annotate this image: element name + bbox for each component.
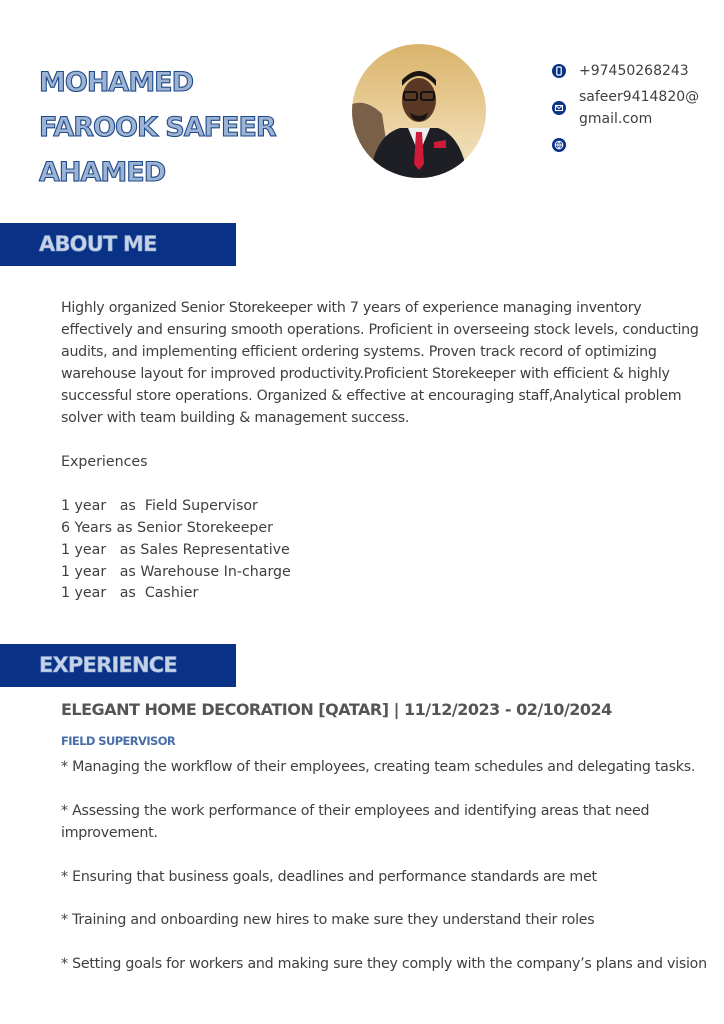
contact-website <box>552 134 722 152</box>
contact-email <box>552 86 722 130</box>
email-line-1: safeer9414820@ <box>579 89 700 105</box>
experience-summary-item: 6 Years as Senior Storekeeper <box>61 519 273 536</box>
experiences-label: Experiences <box>61 454 148 470</box>
about-paragraph: Highly organized Senior Storekeeper with 7 years of experience managing inventory effectively and ensuring smooth operations. Proficient in overseeing stock levels, conducting audits, and implementing efficient ordering systems. Proven track record of optimizing warehouse layout for improved productivity.Proficient Storekeeper with efficient & highly successful store operations. Organized & effective at encouraging staff,Analytical problem solver with team building & management success. <box>61 300 699 426</box>
job-role: FIELD SUPERVISOR <box>61 734 176 748</box>
profile-photo-illustration <box>352 44 486 178</box>
email-icon <box>552 101 566 115</box>
experience-section-header <box>0 644 236 687</box>
contact-info <box>552 60 722 156</box>
about-summary <box>61 298 711 429</box>
experience-summary-item: 1 year as Field Supervisor <box>61 497 258 514</box>
about-section-header <box>0 223 236 266</box>
job-title: ELEGANT HOME DECORATION [QATAR] | 11/12/2023 - 02/10/2024 <box>61 700 612 719</box>
phone-number[interactable]: +97450268243 <box>579 63 689 79</box>
experience-summary-item: 1 year as Warehouse In-charge <box>61 563 291 580</box>
name-line-2: FAROOK SAFEER <box>39 112 276 143</box>
experience-summary <box>61 452 291 605</box>
duty-item: * Training and onboarding new hires to make sure they understand their roles <box>61 912 595 929</box>
duty-item: * Setting goals for workers and making sure they comply with the company’s plans and vision <box>61 956 707 973</box>
email-address[interactable] <box>579 86 699 130</box>
profile-photo <box>352 44 486 178</box>
globe-icon[interactable] <box>552 138 566 152</box>
duty-item: * Ensuring that business goals, deadlines and performance standards are met <box>61 868 597 885</box>
phone-icon <box>552 64 566 78</box>
experience-summary-item: 1 year as Cashier <box>61 585 199 602</box>
job-duties <box>61 757 716 998</box>
duty-item: * Assessing the work performance of their employees and identifying areas that need improvement. <box>61 802 650 841</box>
contact-phone <box>552 60 722 82</box>
duty-item: * Managing the workflow of their employees, creating team schedules and delegating tasks. <box>61 759 696 775</box>
email-line-2: gmail.com <box>579 111 653 127</box>
name-line-1: MOHAMED <box>39 67 194 98</box>
experience-summary-item: 1 year as Sales Representative <box>61 541 290 558</box>
candidate-name <box>39 60 276 195</box>
name-line-3: AHAMED <box>39 157 166 188</box>
experience-heading: EXPERIENCE <box>39 653 177 677</box>
about-heading: ABOUT ME <box>39 232 157 256</box>
spacer <box>61 474 291 496</box>
